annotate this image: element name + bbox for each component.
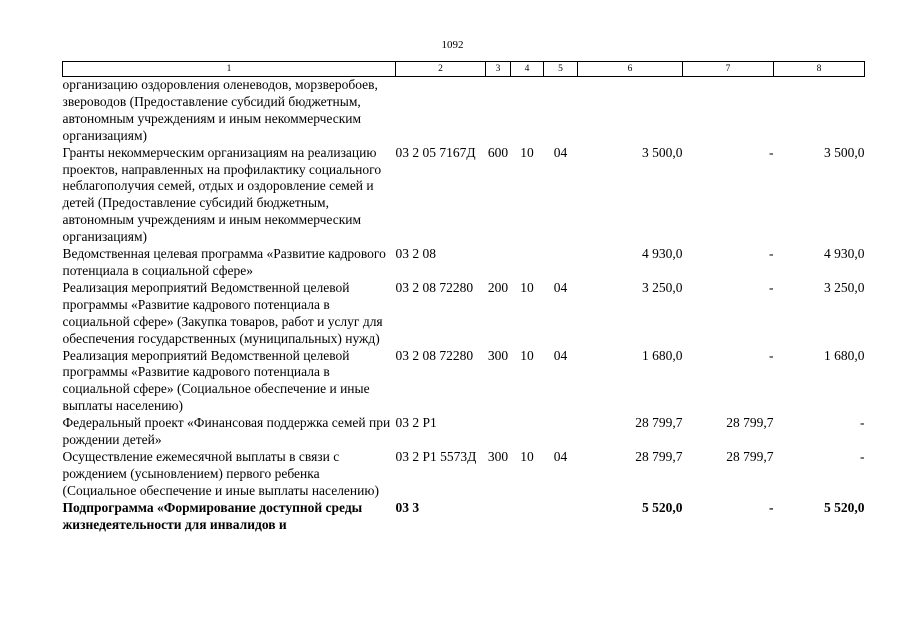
row-regional-cell: 4 930,0 <box>824 246 865 262</box>
row-expense-type-cell: 200 <box>487 279 509 295</box>
row-expense-type-cell: 600 <box>487 144 509 160</box>
row-name-cell: Реализация мероприятий Ведомственной целевой программы «Развитие кадрового потенциала в социальной сфере» (Социальное обеспечение и иные выплаты населению) <box>62 347 370 414</box>
table-row <box>63 280 865 348</box>
row-expense-type-cell: 300 <box>487 448 509 464</box>
row-code-cell: 03 2 P1 5573Д <box>395 448 477 464</box>
row-federal-cell: - <box>769 246 774 262</box>
row-federal-cell: - <box>769 279 774 295</box>
table-row <box>63 246 865 280</box>
row-section-cell <box>511 246 544 280</box>
row-federal-cell: 28 799,7 <box>726 448 774 464</box>
row-name-cell: Реализация мероприятий Ведомственной целевой программы «Развитие кадрового потенциала в социальной сфере» (Закупка товаров, работ и услуг для обеспечения государственных (муниципальных) нужд) <box>62 279 383 346</box>
row-name-cell: Ведомственная целевая программа «Развитие кадрового потенциала в социальной сфере» <box>62 246 386 278</box>
row-federal-cell <box>683 77 774 145</box>
row-total-cell: 3 250,0 <box>642 279 683 295</box>
row-federal-cell: 28 799,7 <box>726 415 774 431</box>
row-section-cell: 10 <box>520 279 534 295</box>
row-federal-cell: - <box>769 144 774 160</box>
column-number-1: 1 <box>63 62 396 77</box>
row-section-cell <box>511 415 544 449</box>
column-number-2: 2 <box>396 62 486 77</box>
column-number-3: 3 <box>486 62 511 77</box>
budget-table <box>62 61 865 533</box>
column-number-7: 7 <box>683 62 774 77</box>
row-subsection-cell <box>544 415 578 449</box>
column-number-6: 6 <box>578 62 683 77</box>
row-federal-cell: - <box>769 499 774 515</box>
row-subsection-cell <box>544 246 578 280</box>
row-subsection-cell: 04 <box>553 279 568 295</box>
row-regional-cell: - <box>860 448 865 464</box>
row-subsection-cell <box>544 77 578 145</box>
row-name-cell: Федеральный проект «Финансовая поддержка семей при рождении детей» <box>62 415 391 448</box>
row-subsection-cell: 04 <box>553 347 568 363</box>
row-name-cell: Гранты некоммерческим организациям на реализацию проектов, направленных на профилактику социального неблагополучия семей, отдых и оздоровление семей и детей (Предоставление субсидий бюджетным, автономным учреждениям и иным некоммерческим организациям) <box>62 144 382 245</box>
row-total-cell <box>578 77 683 145</box>
row-name-cell: Подпрограмма «Формирование доступной среды жизнедеятельности для инвалидов и <box>62 499 363 532</box>
row-regional-cell: 3 250,0 <box>824 279 865 295</box>
row-code-cell <box>396 77 486 145</box>
row-code-cell: 03 2 08 72280 <box>395 347 474 363</box>
row-section-cell: 10 <box>520 144 534 160</box>
table-row <box>63 415 865 449</box>
row-subsection-cell <box>544 500 578 534</box>
row-code-cell: 03 2 08 72280 <box>395 279 474 295</box>
row-code-cell: 03 2 P1 <box>395 415 437 431</box>
row-section-cell: 10 <box>520 448 534 464</box>
row-total-cell: 1 680,0 <box>642 347 683 363</box>
column-number-5: 5 <box>544 62 578 77</box>
row-section-cell <box>511 500 544 534</box>
row-expense-type-cell <box>486 415 511 449</box>
row-regional-cell: - <box>860 415 865 431</box>
row-section-cell <box>511 77 544 145</box>
row-expense-type-cell <box>486 77 511 145</box>
row-expense-type-cell <box>486 246 511 280</box>
row-total-cell: 3 500,0 <box>642 144 683 160</box>
table-row <box>63 348 865 416</box>
row-total-cell: 5 520,0 <box>642 499 683 515</box>
table-row <box>63 500 865 534</box>
row-total-cell: 28 799,7 <box>635 415 683 431</box>
row-total-cell: 28 799,7 <box>635 448 683 464</box>
row-code-cell: 03 2 08 <box>395 246 436 262</box>
row-name-cell: организацию оздоровления оленеводов, морзверобоев, звероводов (Предоставление субсидий бюджетным, автономным учреждениям и иным некоммерческим организациям) <box>62 77 378 143</box>
row-regional-cell: 1 680,0 <box>824 347 865 363</box>
row-regional-cell: 5 520,0 <box>824 499 865 515</box>
table-row <box>63 449 865 500</box>
row-code-cell: 03 2 05 7167Д <box>395 144 476 160</box>
row-federal-cell: - <box>769 347 774 363</box>
row-total-cell: 4 930,0 <box>642 246 683 262</box>
table-row <box>63 77 865 145</box>
row-regional-cell: 3 500,0 <box>824 144 865 160</box>
row-regional-cell <box>774 77 865 145</box>
column-number-8: 8 <box>774 62 865 77</box>
page-number: 1092 <box>441 39 464 51</box>
column-number-row <box>63 62 865 77</box>
row-section-cell: 10 <box>520 347 534 363</box>
row-code-cell: 03 3 <box>395 499 420 515</box>
row-name-cell: Осуществление ежемесячной выплаты в связи с рождением (усыновлением) первого ребенка (Социальное обеспечение и иные выплаты населению) <box>62 448 379 498</box>
row-expense-type-cell <box>486 500 511 534</box>
column-number-4: 4 <box>511 62 544 77</box>
row-subsection-cell: 04 <box>553 448 568 464</box>
row-expense-type-cell: 300 <box>487 347 509 363</box>
row-subsection-cell: 04 <box>553 144 568 160</box>
table-row <box>63 145 865 246</box>
